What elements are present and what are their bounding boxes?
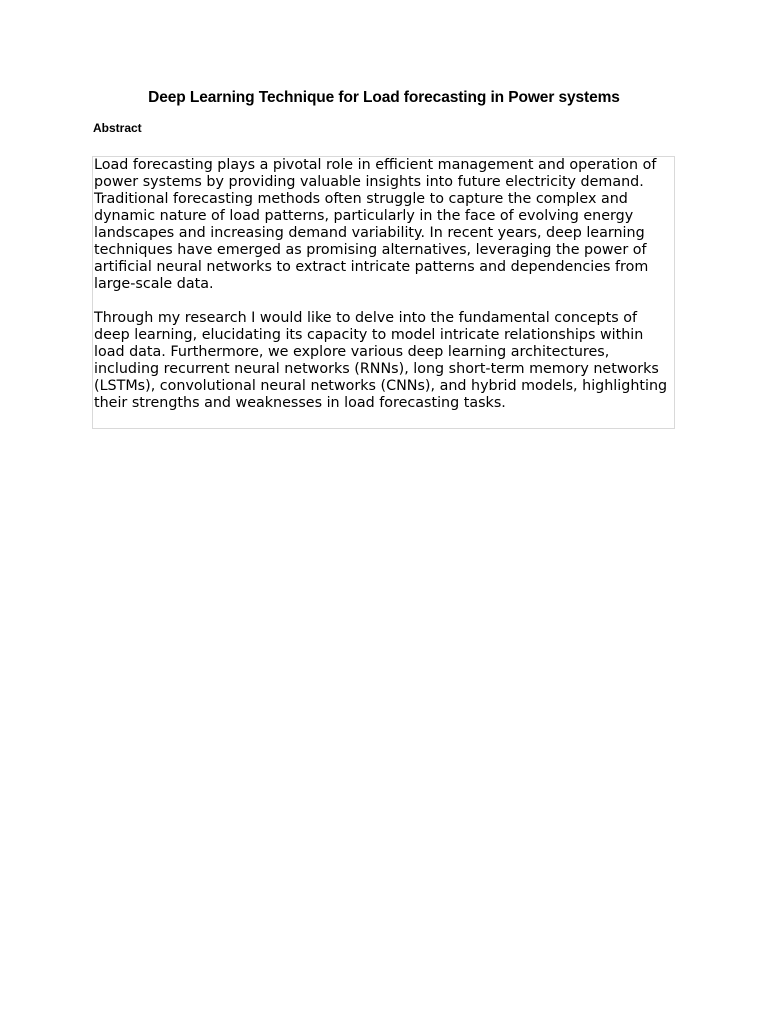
abstract-text-box[interactable] (92, 156, 675, 429)
abstract-paragraph-2: Through my research I would like to delve into the fundamental concepts of deep learning, elucidating its capacity to model intricate relationships within load data. Furthermore, we explore various deep learning architectures, including recurrent neural networks (RNNs), long short-term memory networks (LSTMs), convolutional neural networks (CNNs), and hybrid models, highlighting their strengths and weaknesses in load forecasting tasks. (94, 310, 668, 411)
page-title: Deep Learning Technique for Load forecasting in Power systems (148, 89, 620, 106)
abstract-heading: Abstract (93, 121, 142, 135)
abstract-paragraph-1: Load forecasting plays a pivotal role in efficient management and operation of power systems by providing valuable insights into future electricity demand. Traditional forecasting methods often struggle to capture the complex and dynamic nature of load patterns, particularly in the face of evolving energy landscapes and increasing demand variability. In recent years, deep learning techniques have emerged as promising alternatives, leveraging the power of artificial neural networks to extract intricate patterns and dependencies from large-scale data. (94, 157, 657, 292)
